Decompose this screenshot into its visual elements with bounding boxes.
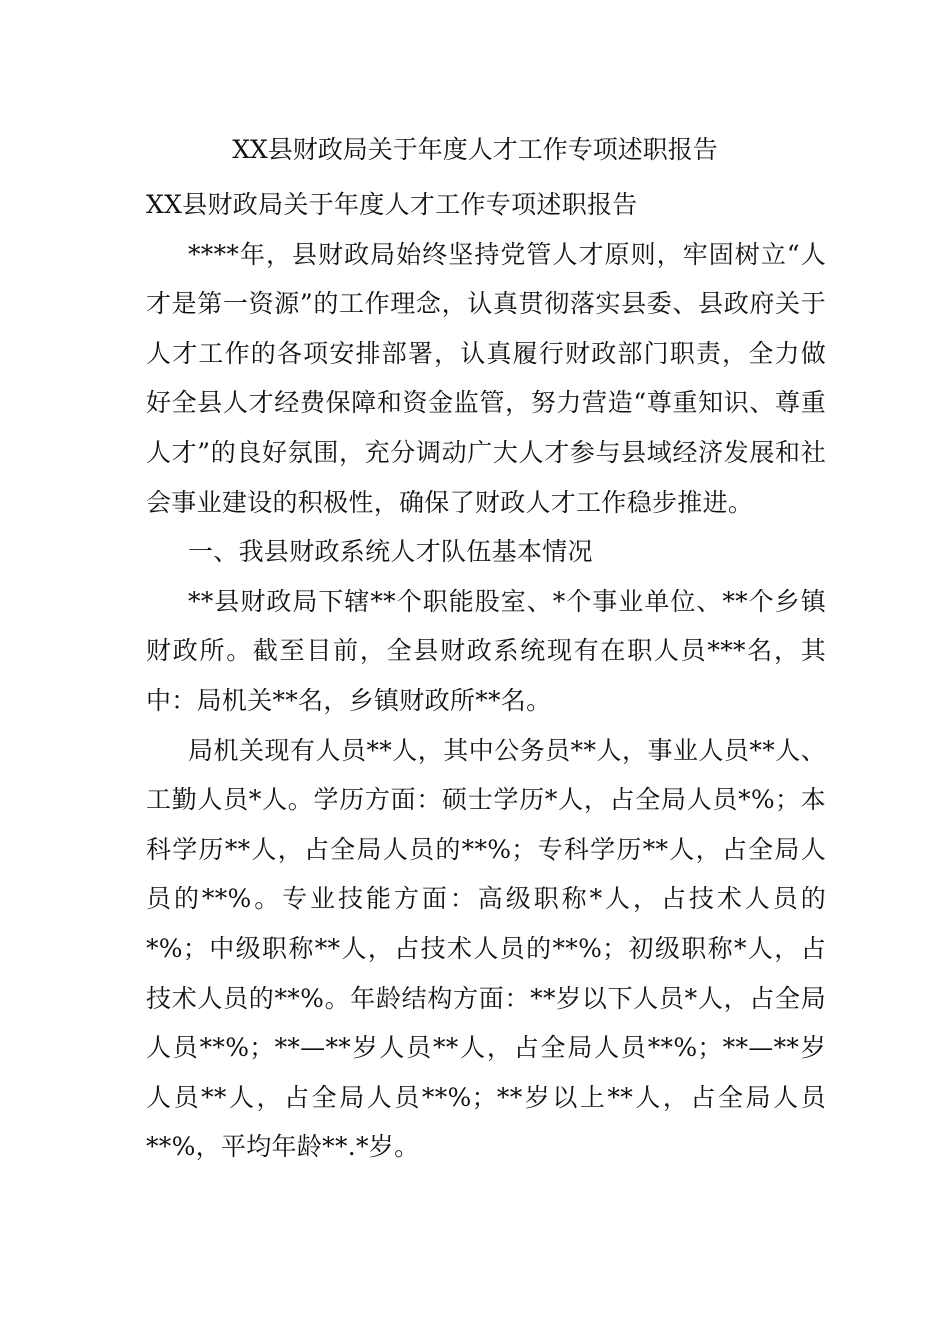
paragraph-intro: ****年，县财政局始终坚持党管人才原则，牢固树立“人才是第一资源”的工作理念，认真贯彻落实县委、县政府关于人才工作的各项安排部署，认真履行财政部门职责，全力做好全县人才经费保障和资金监管，努力营造“尊重知识、尊重人才”的良好氛围，充分调动广大人才参与县域经济发展和社会事业建设的积极性，确保了财政人才工作稳步推进。 — [146, 239, 826, 517]
section-heading-1: 一、我县财政系统人才队伍基本情况 — [188, 537, 593, 567]
document-title: XX县财政局关于年度人才工作专项述职报告 — [232, 135, 718, 164]
paragraph-overview: **县财政局下辖**个职能股室、*个事业单位、**个乡镇财政所。截至目前，全县财政系统现有在职人员***名，其中：局机关**名，乡镇财政所**名。 — [146, 586, 826, 715]
paragraph-staff-structure: 局机关现有人员**人，其中公务员**人，事业人员**人、工勤人员*人。学历方面：硕士学历*人，占全局人员*%；本科学历**人，占全局人员的**%；专科学历**人，占全局人员的**%。专业技能方面：高级职称*人，占技术人员的*%；中级职称**人，占技术人员的**%；初级职称*人，占技术人员的**%。年龄结构方面：**岁以下人员*人，占全局人员**%；**—**岁人员**人，占全局人员**%；**—**岁人员**人，占全局人员**%；**岁以上**人，占全局人员**%，平均年龄**.*岁。 — [146, 735, 826, 1162]
document-subtitle: XX县财政局关于年度人才工作专项述职报告 — [146, 190, 638, 219]
document-body — [146, 180, 826, 1172]
